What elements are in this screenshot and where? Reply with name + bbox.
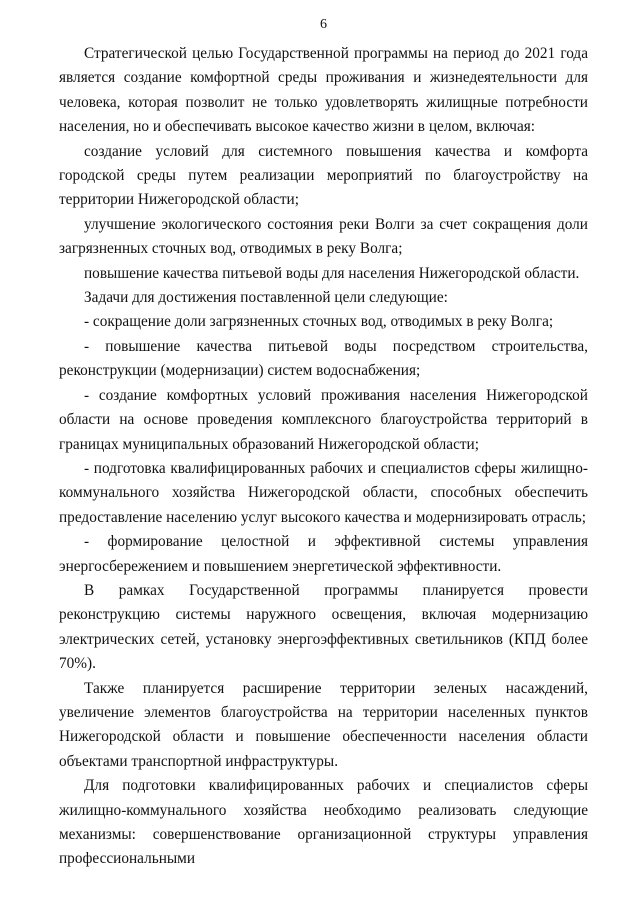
paragraph-strategic-goal: Стратегической целью Государственной программы на период до 2021 года является создание комфортной среды проживания и жизнедеятельности для человека, которая позволит не только удовлетворять жилищные потребности населения, но и обеспечивать высокое качество жизни в целом, включая: <box>59 45 588 136</box>
paragraph-task-training: - подготовка квалифицированных рабочих и специалистов сферы жилищно-коммунального хозяйства Нижегородской области, способных обеспечить предоставление населению услуг высокого качества и модернизировать отрасль; <box>59 459 588 526</box>
paragraph-goal-item-volga: улучшение экологического состояния реки Волги за счет сокращения доли загрязненных сточных вод, отводимых в реку Волга; <box>59 215 588 258</box>
paragraph-goal-item-urban: создание условий для системного повышения качества и комфорта городской среды путем реализации мероприятий по благоустройству на территории Нижегородской области; <box>59 142 588 209</box>
paragraph-greenery: Также планируется расширение территории зеленых насаждений, увеличение элементов благоустройства на территории населенных пунктов Нижегородской области и повышение обеспеченности населения области объектами транспортной инфраструктуры. <box>59 679 588 770</box>
paragraph-tasks-intro: Задачи для достижения поставленной цели следующие: <box>84 289 448 307</box>
paragraph-training-mechanisms: Для подготовки квалифицированных рабочих и специалистов сферы жилищно-коммунального хозяйства необходимо реализовать следующие механизмы: совершенствование организационной структуры управления профессиональными <box>59 777 588 868</box>
paragraph-goal-item-water: повышение качества питьевой воды для населения Нижегородской области. <box>84 264 580 282</box>
paragraph-lighting: В рамках Государственной программы планируется провести реконструкцию системы наружного освещения, включая модернизацию электрических сетей, установку энергоэффективных светильников (КПД более 70%). <box>59 581 588 673</box>
paragraph-task-wastewater: - сокращение доли загрязненных сточных вод, отводимых в реку Волга; <box>84 313 554 331</box>
page-number: 6 <box>320 17 327 32</box>
paragraph-task-drinking-water: - повышение качества питьевой воды посредством строительства, реконструкции (модернизации) систем водоснабжения; <box>59 337 588 380</box>
paragraph-task-comfort: - создание комфортных условий проживания населения Нижегородской области на основе проведения комплексного благоустройства территорий в границах муниципальных образований Нижегородской области; <box>59 386 588 453</box>
paragraph-task-energy: - формирование целостной и эффективной системы управления энергосбережением и повышением энергетической эффективности. <box>59 533 588 575</box>
